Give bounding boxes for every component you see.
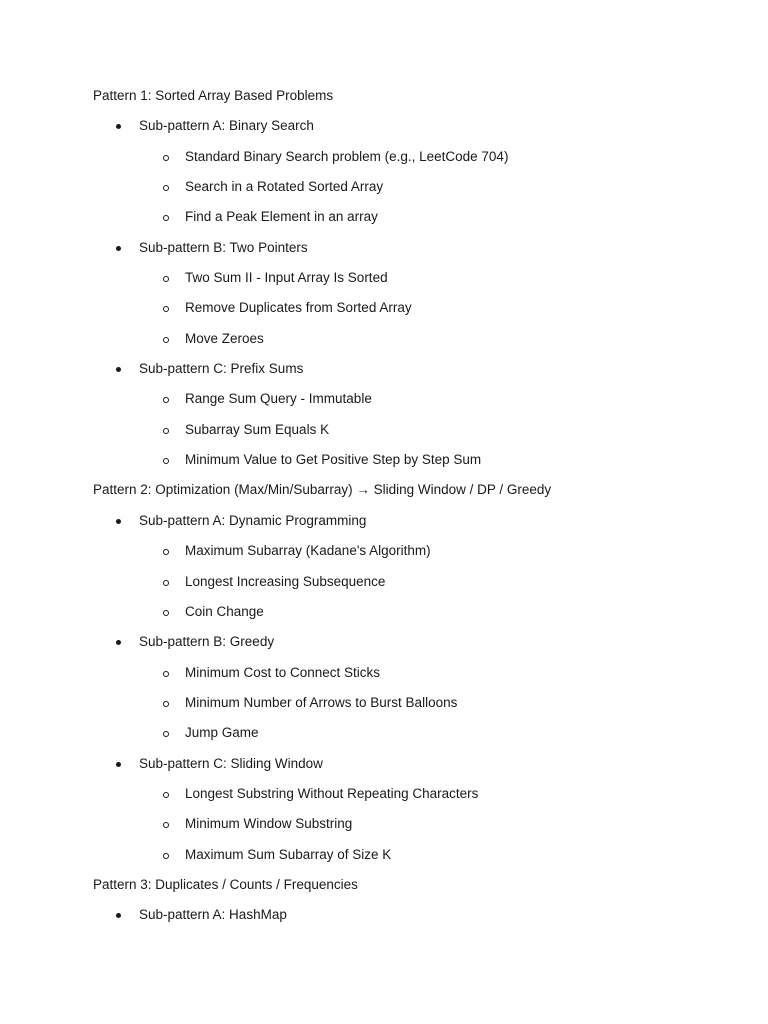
problem-list-item [93, 602, 733, 632]
problem-title: Standard Binary Search problem (e.g., LeetCode 704) [185, 148, 509, 164]
problem-list-item [93, 207, 733, 237]
hollow-bullet-icon [163, 155, 169, 161]
bullet-icon [116, 246, 121, 251]
hollow-bullet-icon [163, 701, 169, 707]
pattern-heading [93, 875, 733, 905]
hollow-bullet-icon [163, 306, 169, 312]
subpattern-list-item [93, 511, 733, 541]
problem-list-item [93, 177, 733, 207]
pattern-heading [93, 480, 733, 510]
subpattern-title: Sub-pattern C: Sliding Window [139, 755, 323, 771]
hollow-bullet-icon [163, 671, 169, 677]
hollow-bullet-icon [163, 215, 169, 221]
pattern-heading [93, 86, 733, 116]
subpattern-title: Sub-pattern B: Two Pointers [139, 239, 308, 255]
problem-list-item [93, 663, 733, 693]
problem-title: Search in a Rotated Sorted Array [185, 179, 384, 195]
problem-list-item [93, 784, 733, 814]
problem-title: Maximum Sum Subarray of Size K [185, 846, 392, 862]
bullet-icon [116, 124, 121, 129]
problem-title: Move Zeroes [185, 330, 264, 346]
problem-list-item [93, 147, 733, 177]
problem-title: Coin Change [185, 603, 264, 619]
problem-title: Minimum Value to Get Positive Step by Step Sum [185, 452, 482, 468]
problem-list-item [93, 814, 733, 844]
hollow-bullet-icon [163, 397, 169, 403]
problem-title: Longest Increasing Subsequence [185, 573, 386, 589]
problem-title: Longest Substring Without Repeating Characters [185, 785, 479, 801]
bullet-icon [116, 913, 121, 918]
bullet-icon [116, 519, 121, 524]
problem-title: Minimum Cost to Connect Sticks [185, 664, 381, 680]
hollow-bullet-icon [163, 549, 169, 555]
problem-list-item [93, 298, 733, 328]
hollow-bullet-icon [163, 822, 169, 828]
subpattern-title: Sub-pattern A: Binary Search [139, 118, 314, 134]
problem-title: Jump Game [185, 725, 259, 741]
problem-title: Two Sum II - Input Array Is Sorted [185, 270, 388, 286]
problem-list-item [93, 389, 733, 419]
hollow-bullet-icon [163, 337, 169, 343]
problem-list-item [93, 541, 733, 571]
subpattern-list-item [93, 359, 733, 389]
hollow-bullet-icon [163, 458, 169, 464]
hollow-bullet-icon [163, 185, 169, 191]
problem-title: Remove Duplicates from Sorted Array [185, 300, 412, 316]
problem-title: Range Sum Query - Immutable [185, 391, 372, 407]
subpattern-title: Sub-pattern C: Prefix Sums [139, 361, 304, 377]
hollow-bullet-icon [163, 731, 169, 737]
problem-list-item [93, 329, 733, 359]
pattern-outline [93, 86, 733, 936]
hollow-bullet-icon [163, 276, 169, 282]
subpattern-title: Sub-pattern A: HashMap [139, 907, 287, 923]
problem-title: Maximum Subarray (Kadane's Algorithm) [185, 543, 431, 559]
problem-list-item [93, 723, 733, 753]
problem-list-item [93, 268, 733, 298]
bullet-icon [116, 762, 121, 767]
pattern-title: Pattern 2: Optimization (Max/Min/Subarray) → Sliding Window / DP / Greedy [93, 482, 552, 498]
problem-title: Minimum Window Substring [185, 816, 353, 832]
problem-list-item [93, 572, 733, 602]
problem-list-item [93, 450, 733, 480]
problem-list-item [93, 693, 733, 723]
subpattern-list-item [93, 632, 733, 662]
problem-title: Subarray Sum Equals K [185, 421, 330, 437]
bullet-icon [116, 640, 121, 645]
subpattern-list-item [93, 238, 733, 268]
subpattern-list-item [93, 116, 733, 146]
pattern-title: Pattern 3: Duplicates / Counts / Frequencies [93, 876, 358, 892]
problem-title: Minimum Number of Arrows to Burst Balloons [185, 694, 458, 710]
hollow-bullet-icon [163, 610, 169, 616]
subpattern-title: Sub-pattern B: Greedy [139, 634, 275, 650]
hollow-bullet-icon [163, 428, 169, 434]
subpattern-list-item [93, 754, 733, 784]
pattern-title: Pattern 1: Sorted Array Based Problems [93, 88, 334, 103]
problem-title: Find a Peak Element in an array [185, 209, 378, 225]
hollow-bullet-icon [163, 792, 169, 798]
problem-list-item [93, 420, 733, 450]
problem-list-item [93, 845, 733, 875]
hollow-bullet-icon [163, 853, 169, 859]
subpattern-list-item [93, 905, 733, 935]
hollow-bullet-icon [163, 580, 169, 586]
bullet-icon [116, 367, 121, 372]
subpattern-title: Sub-pattern A: Dynamic Programming [139, 512, 367, 528]
